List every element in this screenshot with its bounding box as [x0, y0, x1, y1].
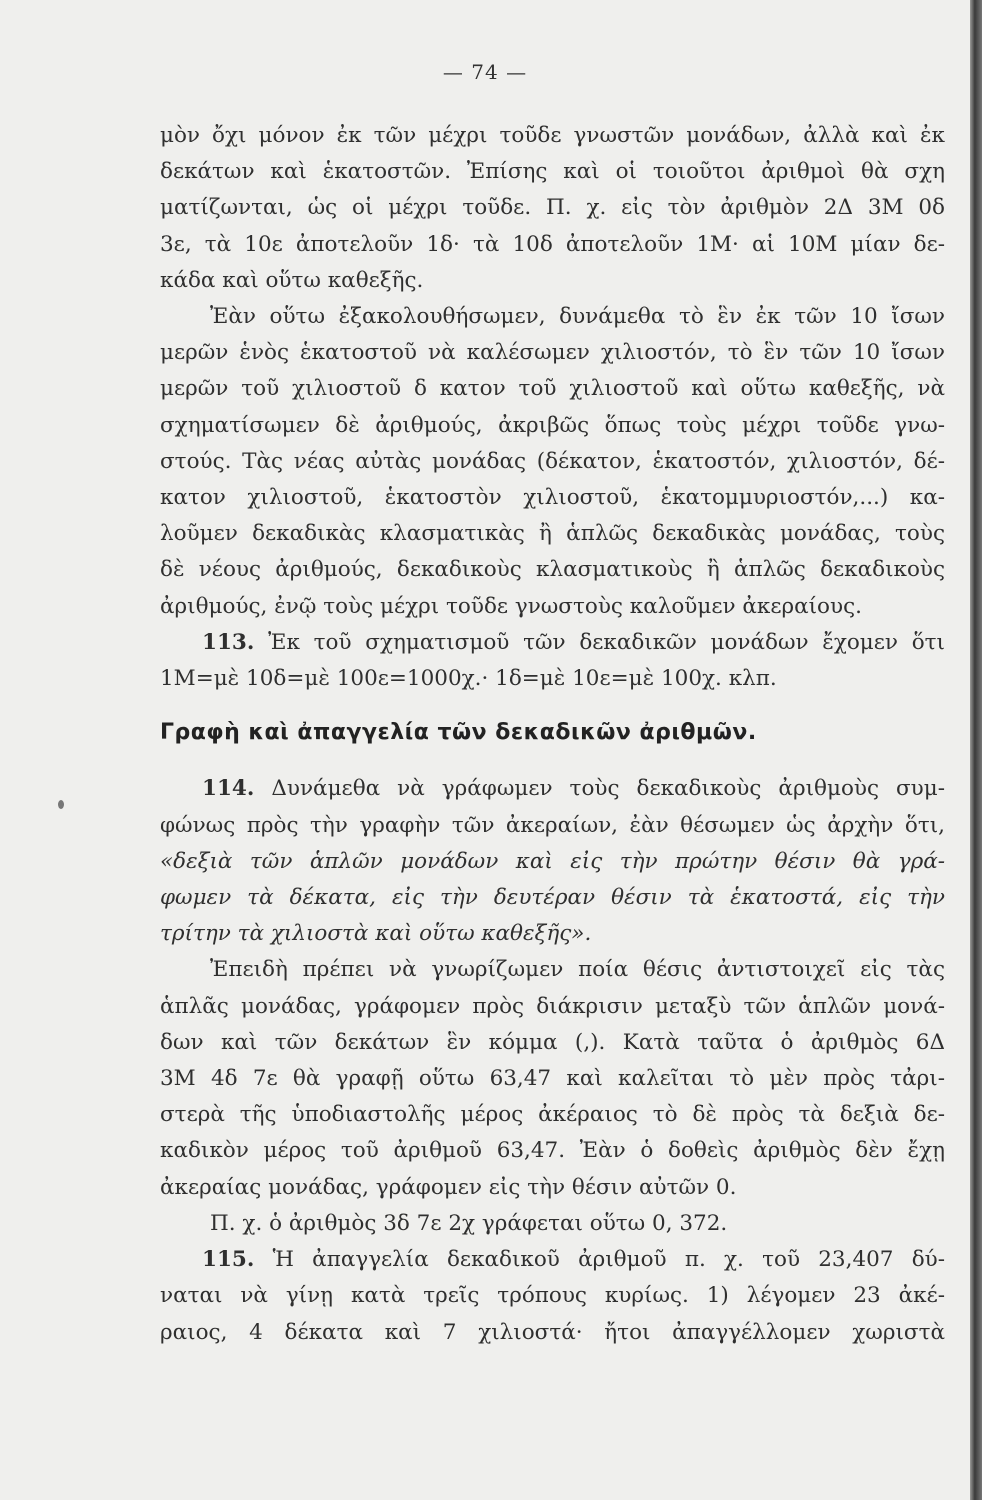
- text-line: καδικὸν μέρος τοῦ ἀριθμοῦ 63,47. Ἐὰν ὁ δοθεὶς ἀριθμὸς δὲν ἔχῃ: [160, 1138, 945, 1164]
- text-line: λοῦμεν δεκαδικὰς κλασματικὰς ἢ ἁπλῶς δεκαδικὰς μονάδας, τοὺς: [160, 521, 945, 547]
- text-line: Π. χ. ὁ ἀριθμὸς 3δ 7ε 2χ γράφεται οὕτω 0, 372.: [210, 1210, 728, 1236]
- text-line: 1Μ=μὲ 10δ=μὲ 100ε=1000χ.· 1δ=μὲ 10ε=μὲ 100χ. κλπ.: [160, 666, 777, 692]
- text-line: μερῶν ἑνὸς ἑκατοστοῦ νὰ καλέσωμεν χιλιοστόν, τὸ ἓν τῶν 10 ἴσων: [160, 340, 945, 366]
- text-line: κάδα καὶ οὕτω καθεξῆς.: [160, 267, 424, 293]
- text-line: ἀριθμούς, ἐνῷ τοὺς μέχρι τοῦδε γνωστοὺς καλοῦμεν ἀκεραίους.: [160, 593, 862, 619]
- text-fragment: Δυνάμεθα νὰ γράφωμεν τοὺς δεκαδικοὺς ἀριθμοὺς συμ-: [271, 776, 945, 802]
- text-line: δεκάτων καὶ ἑκατοστῶν. Ἐπίσης καὶ οἱ τοιοῦτοι ἀριθμοὶ θὰ σχη: [160, 159, 945, 185]
- text-line: «δεξιὰ τῶν ἁπλῶν μονάδων καὶ εἰς τὴν πρώτην θέσιν θὰ γρά-: [160, 848, 945, 874]
- paragraph-number: 113.: [202, 629, 255, 655]
- text-line: μερῶν τοῦ χιλιοστοῦ δ κατον τοῦ χιλιοστοῦ καὶ οὕτω καθεξῆς, νὰ: [160, 376, 945, 402]
- section-heading: Γραφὴ καὶ ἀπαγγελία τῶν δεκαδικῶν ἀριθμῶν.: [160, 720, 757, 746]
- page-number: — 74 —: [442, 60, 528, 84]
- text-line: ματίζωνται, ὡς οἱ μέχρι τοῦδε. Π. χ. εἰς τὸν ἀριθμὸν 2Δ 3Μ 0δ: [160, 195, 945, 221]
- text-line: κατον χιλιοστοῦ, ἑκατοστὸν χιλιοστοῦ, ἑκατομμυριοστόν,...) κα-: [160, 485, 945, 511]
- paragraph-number: 114.: [202, 776, 255, 802]
- text-line: σχηματίσωμεν δὲ ἀριθμούς, ἀκριβῶς ὅπως τοὺς μέχρι τοῦδε γνω-: [160, 412, 945, 438]
- text-line: ραιος, 4 δέκατα καὶ 7 χιλιοστά· ἤτοι ἀπαγγέλλομεν χωριστὰ: [160, 1319, 945, 1345]
- text-line: ἀκεραίας μονάδας, γράφομεν εἰς τὴν θέσιν αὐτῶν 0.: [160, 1174, 737, 1200]
- text-line: στερὰ τῆς ὑποδιαστολῆς μέρος ἀκέραιος τὸ δὲ πρὸς τὰ δεξιὰ δε-: [160, 1102, 945, 1128]
- text-line: δὲ νέους ἀριθμούς, δεκαδικοὺς κλασματικοὺς ἢ ἁπλῶς δεκαδικοὺς: [160, 557, 945, 583]
- text-fragment: Ἡ ἀπαγγελία δεκαδικοῦ ἀριθμοῦ π. χ. τοῦ 23,407 δύ-: [272, 1247, 945, 1273]
- page-edge-shadow: [970, 0, 982, 1500]
- page-text: [160, 118, 945, 1351]
- text-line: μὸν ὄχι μόνον ἐκ τῶν μέχρι τοῦδε γνωστῶν μονάδων, ἀλλὰ καὶ ἐκ: [160, 123, 945, 148]
- paragraph-number: 115.: [202, 1247, 255, 1273]
- text-line: ναται νὰ γίνῃ κατὰ τρεῖς τρόπους κυρίως. 1) λέγομεν 23 ἀκέ-: [160, 1283, 945, 1309]
- text-line: δων καὶ τῶν δεκάτων ἓν κόμμα (,). Κατὰ ταῦτα ὁ ἀριθμὸς 6Δ: [160, 1029, 945, 1055]
- text-line: τρίτην τὰ χιλιοστὰ καὶ οὕτω καθεξῆς».: [160, 921, 592, 947]
- text-line: στούς. Τὰς νέας αὐτὰς μονάδας (δέκατον, ἑκατοστόν, χιλιοστόν, δέ-: [160, 448, 945, 474]
- margin-mark: [58, 800, 64, 809]
- text-fragment: Ἐκ τοῦ σχηματισμοῦ τῶν δεκαδικῶν μονάδων ἔχομεν ὅτι: [268, 629, 945, 655]
- paragraph-113: [160, 625, 945, 661]
- text-line: 3ε, τὰ 10ε ἀποτελοῦν 1δ· τὰ 10δ ἀποτελοῦν 1Μ· αἱ 10Μ μίαν δε-: [160, 231, 945, 257]
- text-line: Ἐπειδὴ πρέπει νὰ γνωρίζωμεν ποία θέσις ἀντιστοιχεῖ εἰς τὰς: [210, 957, 945, 983]
- paragraph-114: [160, 771, 945, 807]
- text-line: φωμεν τὰ δέκατα, εἰς τὴν δευτέραν θέσιν τὰ ἑκατοστά, εἰς τὴν: [160, 885, 945, 911]
- text-line: 3Μ 4δ 7ε θὰ γραφῇ οὕτω 63,47 καὶ καλεῖται τὸ μὲν πρὸς τἀρι-: [160, 1066, 945, 1092]
- paragraph-115: [160, 1242, 945, 1278]
- text-line: φώνως πρὸς τὴν γραφὴν τῶν ἀκεραίων, ἐὰν θέσωμεν ὡς ἀρχὴν ὅτι,: [160, 812, 945, 838]
- text-line: ἁπλᾶς μονάδας, γράφομεν πρὸς διάκρισιν μεταξὺ τῶν ἁπλῶν μονά-: [160, 993, 945, 1019]
- text-line: Ἐὰν οὕτω ἐξακολουθήσωμεν, δυνάμεθα τὸ ἓν ἐκ τῶν 10 ἴσων: [210, 304, 945, 330]
